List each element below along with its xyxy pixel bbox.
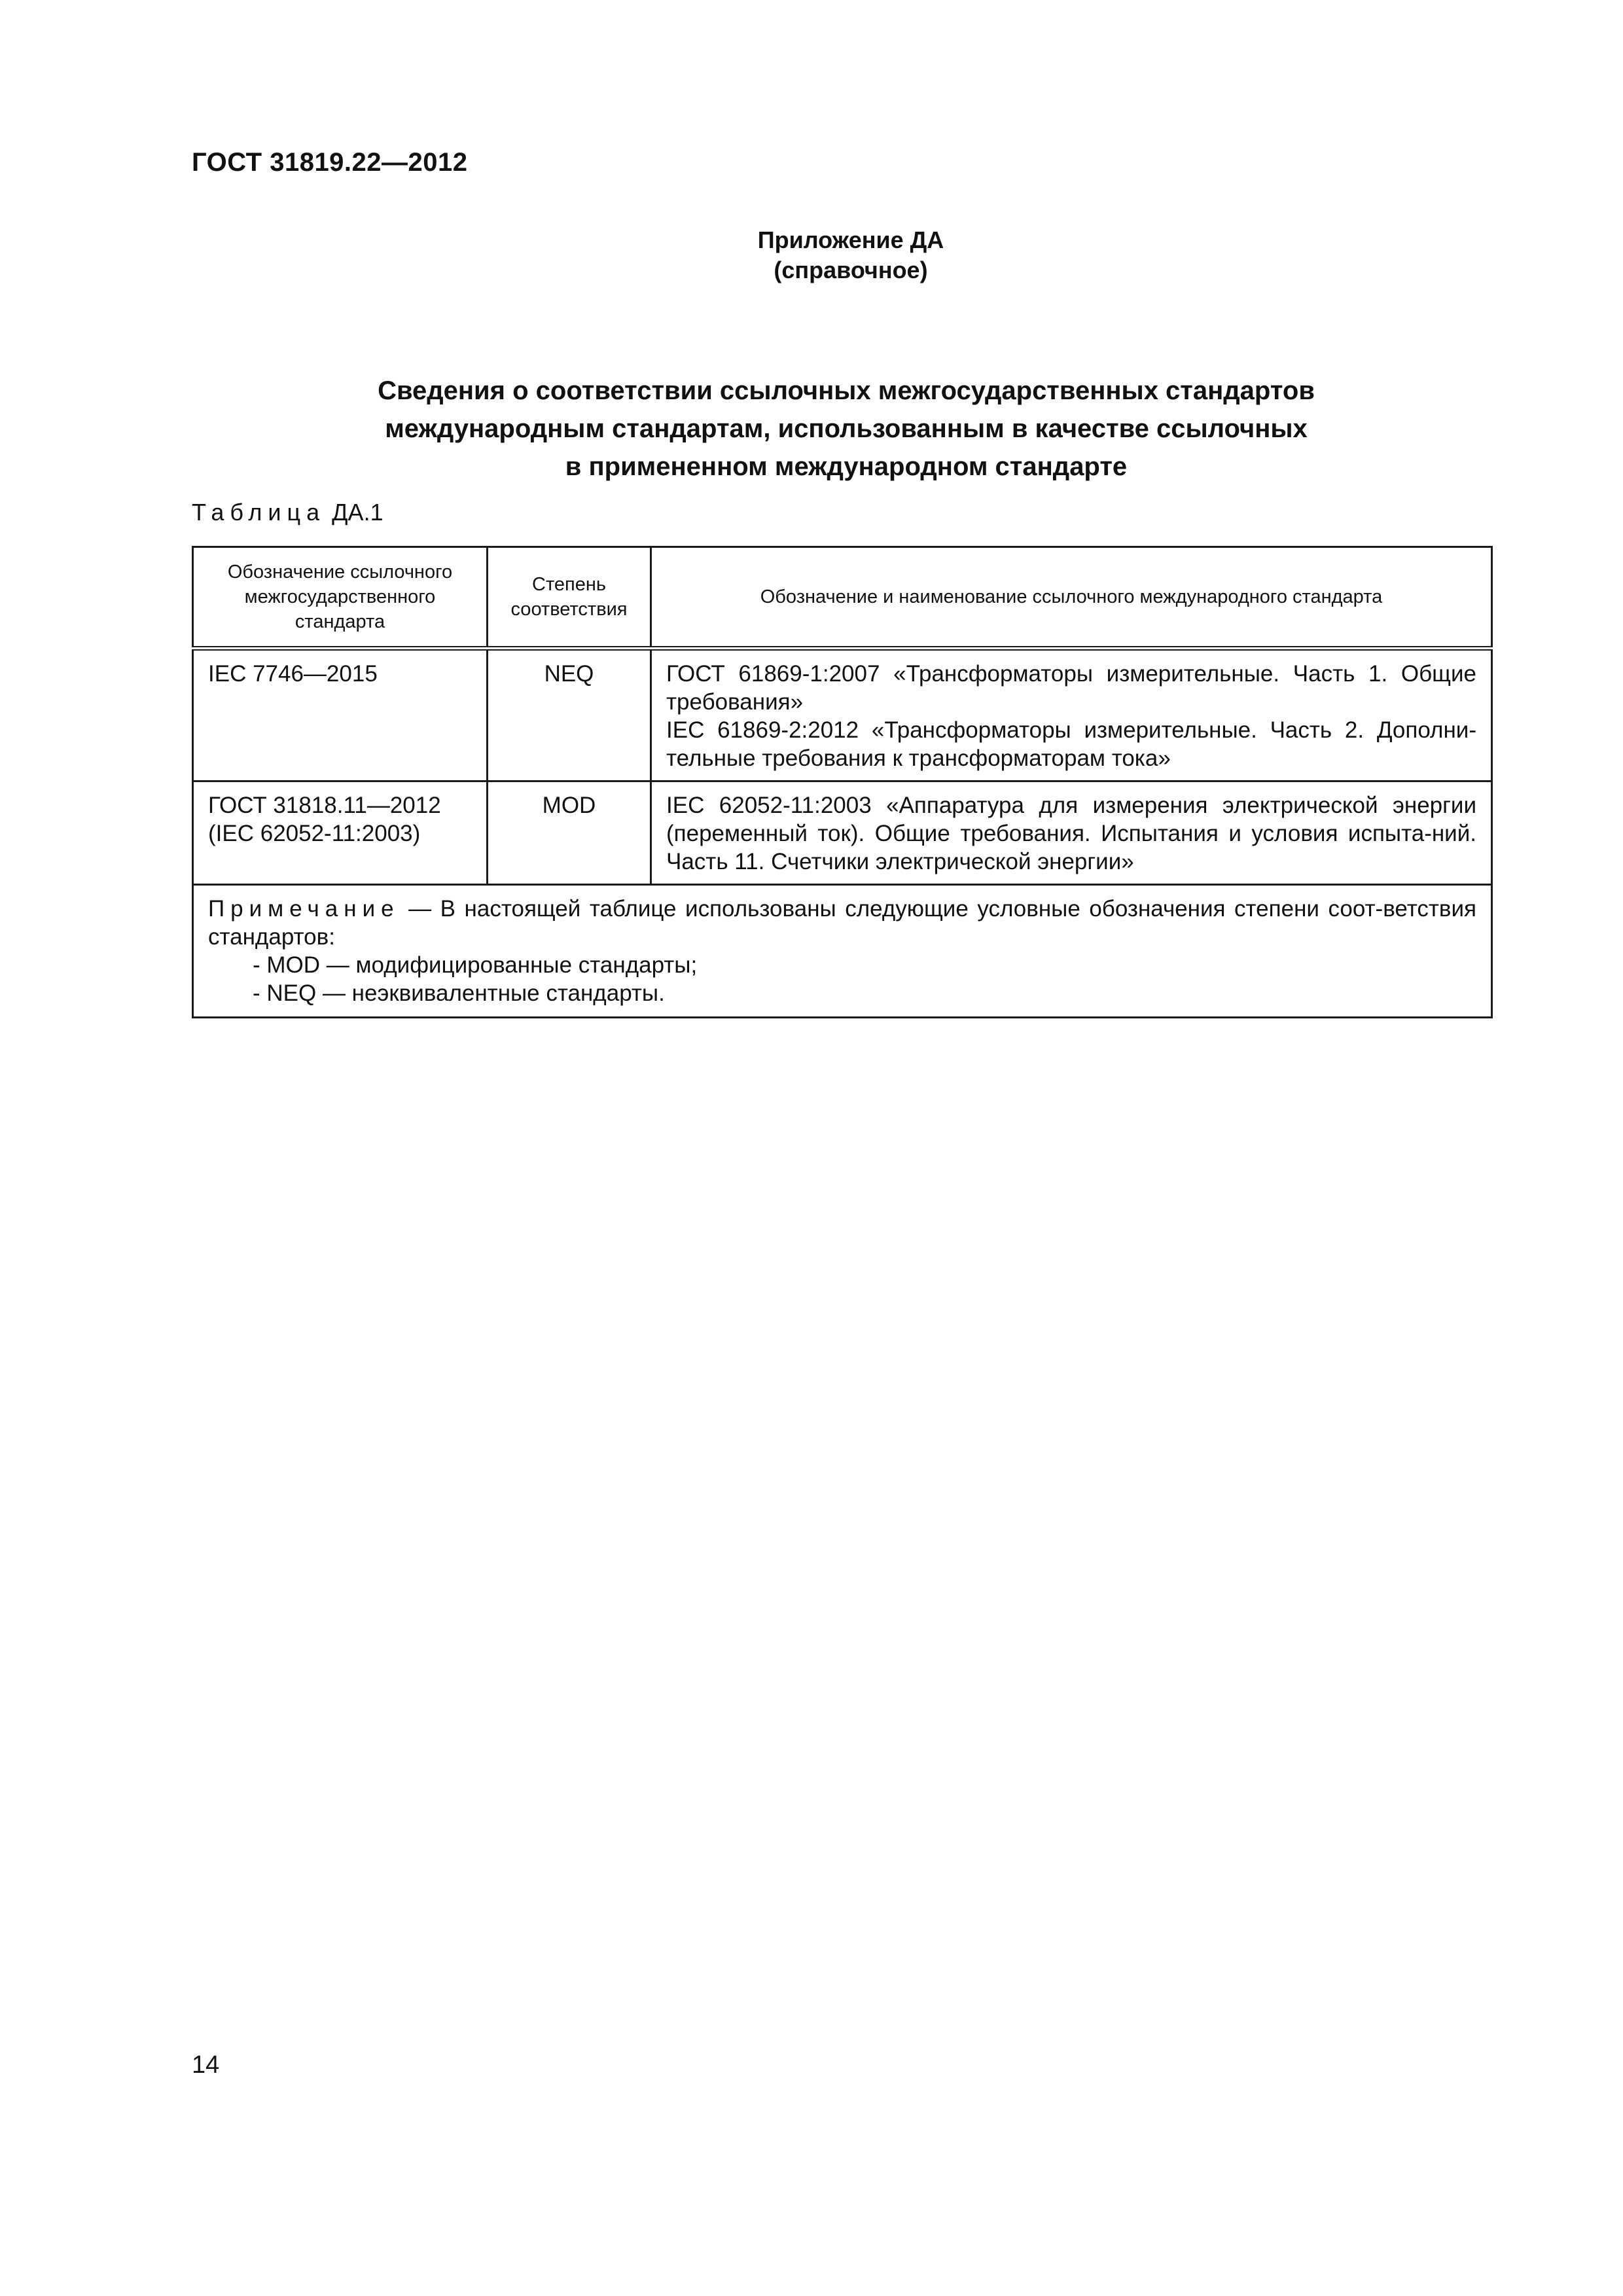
heading-line: в примененном международном стандарте — [565, 452, 1128, 481]
cell-reference — [651, 781, 1492, 885]
document-code: ГОСТ 31819.22—2012 — [192, 148, 468, 177]
correspondence-table — [192, 546, 1493, 1018]
reference-line: IEC 62052-11:2003 «Аппаратура для измерения электрической энергии (переменный ток). Общие требования. Испытания и условия испыта-ний. Часть 11. Счетчики электрической энергии» — [666, 793, 1476, 874]
heading-line: международным стандартам, использованным в качестве ссылочных — [385, 414, 1308, 443]
table-caption-label: Таблица — [192, 499, 326, 526]
cell-reference — [651, 649, 1492, 781]
table-row — [193, 649, 1492, 781]
appendix-kind: (справочное) — [774, 257, 928, 283]
designation-line: ГОСТ 31818.11—2012 — [208, 793, 441, 818]
page-number: 14 — [192, 2051, 220, 2079]
note-item: - NEQ — неэквивалентные стандарты. — [253, 980, 665, 1006]
table-header-row — [193, 547, 1492, 649]
designation-line: IEC 7746—2015 — [208, 661, 378, 687]
note-text — [208, 896, 1476, 950]
note-item: - MOD — модифицированные стандарты; — [253, 952, 698, 978]
cell-designation — [193, 781, 488, 885]
designation-line: (IEC 62052-11:2003) — [208, 821, 421, 846]
reference-line: IEC 61869-2:2012 «Трансформаторы измерительные. Часть 2. Дополни-тельные требования к трансформаторам тока» — [666, 717, 1476, 771]
section-heading — [192, 372, 1501, 486]
table-row — [193, 781, 1492, 885]
table-caption-number: ДА.1 — [332, 499, 383, 526]
reference-line: ГОСТ 61869-1:2007 «Трансформаторы измерительные. Часть 1. Общие требования» — [666, 661, 1476, 715]
header-designation: Обозначение ссылочного межгосударственного стандарта — [193, 547, 488, 649]
cell-designation — [193, 649, 488, 781]
table-caption — [192, 499, 383, 526]
appendix-title: Приложение ДА — [757, 226, 944, 253]
heading-line: Сведения о соответствии ссылочных межгосударственных стандартов — [378, 376, 1315, 405]
note-body: — В настоящей таблице использованы следующие условные обозначения степени соот-ветствия стандартов: — [208, 896, 1476, 950]
header-reference: Обозначение и наименование ссылочного международного стандарта — [651, 547, 1492, 649]
table-note — [193, 885, 1492, 1018]
note-label: Примечание — [208, 896, 400, 922]
cell-degree: NEQ — [488, 649, 651, 781]
table-note-row — [193, 885, 1492, 1018]
cell-degree: MOD — [488, 781, 651, 885]
header-degree: Степень соответствия — [488, 547, 651, 649]
